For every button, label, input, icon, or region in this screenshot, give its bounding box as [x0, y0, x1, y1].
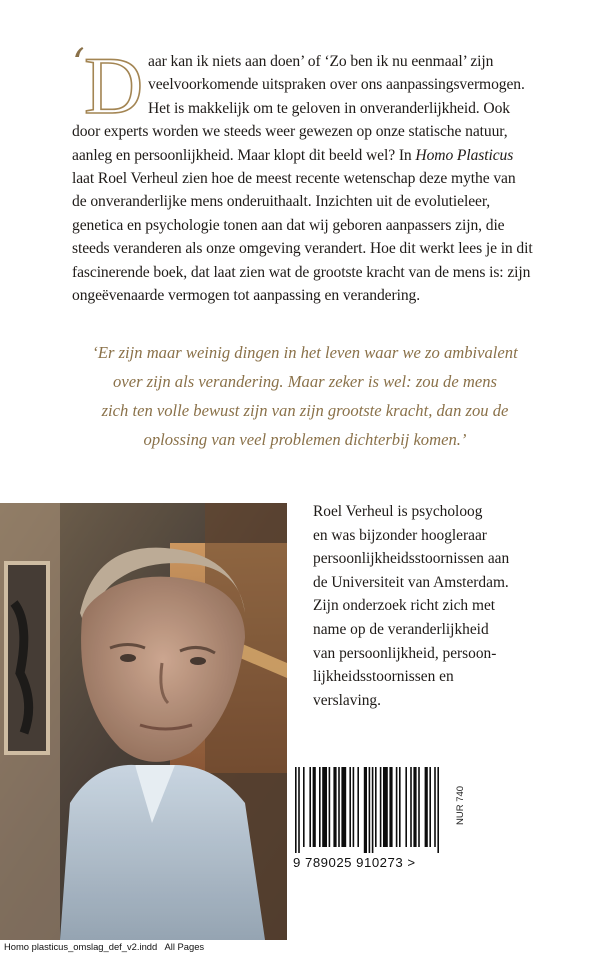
file-slug: Homo plasticus_omslag_def_v2.indd All Pages — [4, 941, 205, 952]
opening-quote-mark: ‘ — [72, 41, 85, 87]
bio-line: en was bijzonder hoogleraar — [313, 526, 487, 544]
bio-line: lijkheidsstoornissen en — [313, 668, 454, 686]
barcode-bar — [434, 767, 436, 847]
barcode-bar — [418, 767, 420, 847]
blurb-line — [72, 144, 562, 167]
barcode-bar — [389, 767, 392, 847]
blurb-line: de onveranderlijke mens onderuithaalt. Inzichten uit de evolutieleer, — [72, 193, 491, 211]
author-photo — [0, 503, 287, 940]
barcode-bar — [429, 767, 431, 847]
blurb-line: ongeëvenaarde vermogen tot aanpassing en verandering. — [72, 287, 421, 305]
barcode-bar — [303, 767, 305, 847]
barcode-bar — [383, 767, 388, 847]
blurb-line: genetica en psychologie tonen aan dat wij geboren aanpassers zijn, die — [72, 216, 505, 234]
bio-line: verslaving. — [313, 691, 381, 709]
isbn-barcode — [283, 765, 476, 877]
barcode-bar — [341, 767, 346, 847]
barcode-bar — [375, 767, 377, 847]
blurb-line-text: aanleg en persoonlijkheid. Maar klopt dit beeld wel? In — [72, 146, 416, 164]
barcode-bar — [319, 767, 321, 847]
blurb-line: door experts worden we steeds weer gewezen op onze statische natuur, — [72, 123, 508, 141]
author-bio — [313, 500, 579, 712]
bio-line: de Universiteit van Amsterdam. — [313, 573, 509, 591]
barcode-bar — [372, 767, 374, 853]
blurb-line: Het is makkelijk om te geloven in onveranderlijkheid. Ook — [148, 99, 510, 117]
barcode-bar — [357, 767, 359, 847]
bio-line: persoonlijkheidsstoornissen aan — [313, 550, 510, 568]
pull-quote-line: ‘Er zijn maar weinig dingen in het leven waar we zo ambivalent — [92, 343, 518, 362]
blurb-line: veelvoorkomende uitspraken over ons aanpassingsvermogen. — [148, 76, 525, 94]
barcode-bar — [364, 767, 367, 853]
barcode-bar — [313, 767, 316, 847]
barcode-bar — [338, 767, 340, 847]
barcode-bar — [353, 767, 355, 847]
blurb-line: fascinerende boek, dat laat zien wat de grootste kracht van de mens is: zijn — [72, 263, 531, 281]
barcode-bar — [333, 767, 336, 847]
barcode-bar — [437, 767, 439, 853]
barcode-bar — [410, 767, 412, 847]
bio-line: van persoonlijkheid, persoon- — [313, 644, 497, 662]
nur-code: NUR 740 — [455, 785, 466, 825]
blurb-line: steeds veranderen als onze omgeving verandert. Hoe dit werkt lees je in dit — [72, 240, 533, 258]
author-portrait-illustration — [0, 503, 287, 940]
barcode-bar — [380, 767, 382, 847]
bio-line: Roel Verheul is psycholoog — [313, 503, 483, 520]
bio-line: name op de veranderlijkheid — [313, 620, 489, 638]
drop-cap: D — [84, 40, 144, 131]
barcode-bar — [399, 767, 401, 847]
barcode-bar — [329, 767, 331, 847]
pull-quote-line: over zijn als verandering. Maar zeker is wel: zou de mens — [113, 372, 497, 391]
barcode-bar — [322, 767, 327, 847]
barcode-bar — [349, 767, 351, 847]
blurb-text — [72, 40, 562, 307]
barcode-bar — [309, 767, 311, 847]
barcode-bar — [413, 767, 416, 847]
pull-quote-line: oplossing van veel problemen dichterbij komen.’ — [143, 430, 467, 449]
barcode-bar — [405, 767, 407, 847]
barcode-bar — [369, 767, 371, 853]
barcode-bar — [295, 767, 297, 853]
book-title: Homo Plasticus — [415, 146, 514, 164]
pull-quote-line: zich ten volle bewust zijn van zijn grootste kracht, dan zou de — [101, 401, 509, 420]
barcode-bar — [396, 767, 398, 847]
barcode-bars — [295, 767, 453, 853]
isbn-digits: 9 789025 910273 > — [293, 855, 416, 870]
barcode-bar — [298, 767, 300, 853]
blurb-line: aar kan ik niets aan doen’ of ‘Zo ben ik nu eenmaal’ zijn — [148, 53, 494, 70]
bio-line: Zijn onderzoek richt zich met — [313, 597, 496, 615]
blurb-line: laat Roel Verheul zien hoe de meest recente wetenschap deze mythe van — [72, 170, 516, 188]
pull-quote — [60, 338, 550, 454]
barcode-bar — [425, 767, 428, 847]
